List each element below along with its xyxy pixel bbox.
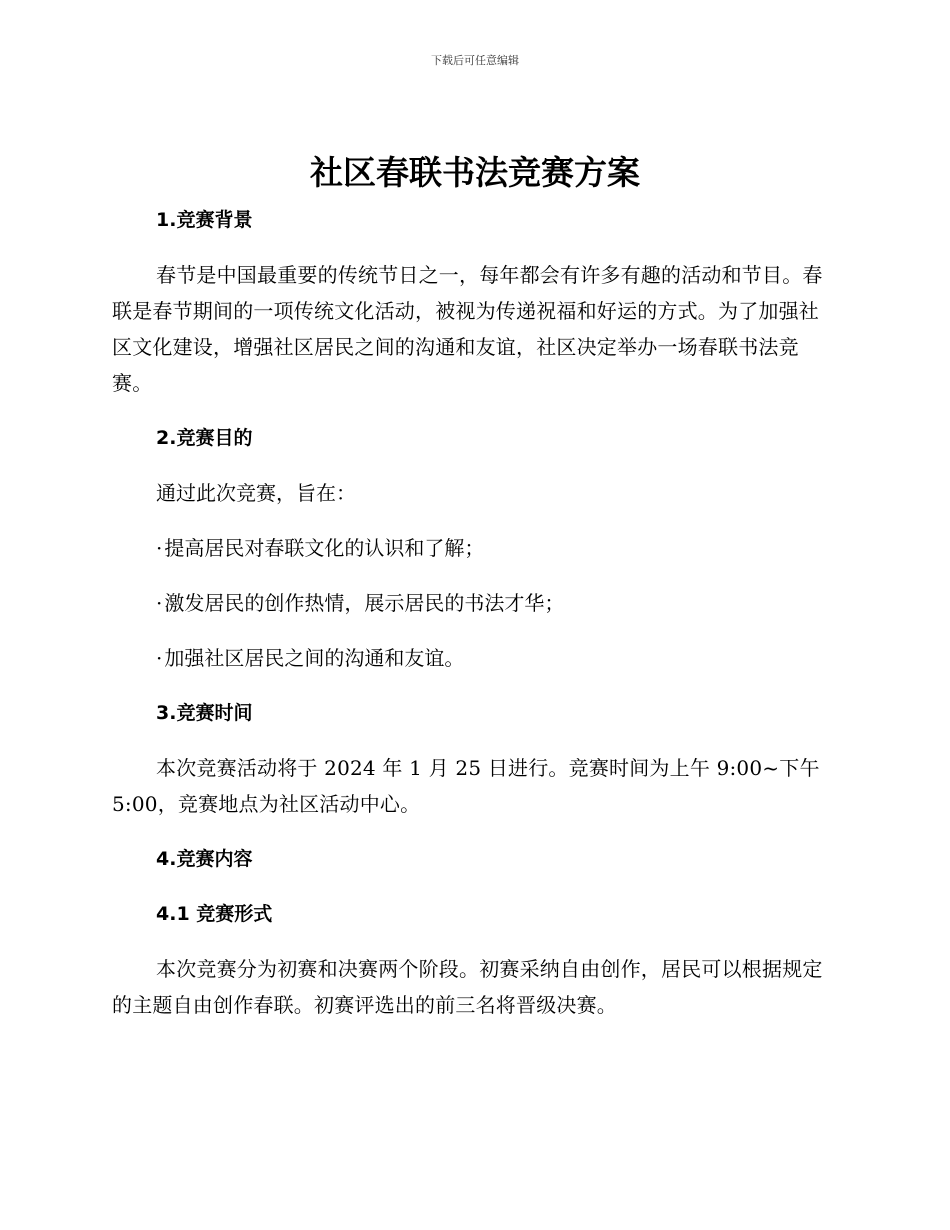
paragraph-time: 本次竞赛活动将于 2024 年 1 月 25 日进行。竞赛时间为上午 9:00~下午 5:00，竞赛地点为社区活动中心。	[112, 756, 820, 816]
list-item	[156, 585, 834, 621]
document-title: 社区春联书法竞赛方案	[310, 153, 640, 192]
page-header-note: 下载后可任意编辑	[431, 54, 519, 67]
paragraph-format: 本次竞赛分为初赛和决赛两个阶段。初赛采纳自由创作，居民可以根据规定的主题自由创作春联。初赛评选出的前三名将晋级决赛。	[112, 957, 823, 1017]
bullet-icon: ·	[156, 536, 163, 560]
document-body	[112, 202, 834, 1023]
section-heading-time: 3.竞赛时间	[156, 702, 253, 724]
paragraph-background: 春节是中国最重要的传统节日之一，每年都会有许多有趣的活动和节目。春联是春节期间的一项传统文化活动，被视为传递祝福和好运的方式。为了加强社区文化建设，增强社区居民之间的沟通和友谊，社区决定举办一场春联书法竞赛。	[112, 263, 823, 395]
paragraph-purpose-intro: 通过此次竞赛，旨在：	[156, 481, 356, 505]
list-item-text: 加强社区居民之间的沟通和友谊。	[164, 646, 465, 670]
section-heading-purpose: 2.竞赛目的	[156, 427, 253, 449]
bullet-icon: ·	[156, 646, 163, 670]
bullet-icon: ·	[156, 591, 163, 615]
section-heading-background: 1.竞赛背景	[156, 209, 253, 231]
list-item	[156, 640, 834, 676]
subsection-heading-format: 4.1 竞赛形式	[156, 903, 273, 925]
list-item-text: 激发居民的创作热情，展示居民的书法才华；	[164, 591, 565, 615]
list-item	[156, 530, 834, 566]
section-heading-content: 4.竞赛内容	[156, 848, 253, 870]
list-item-text: 提高居民对春联文化的认识和了解；	[164, 536, 485, 560]
